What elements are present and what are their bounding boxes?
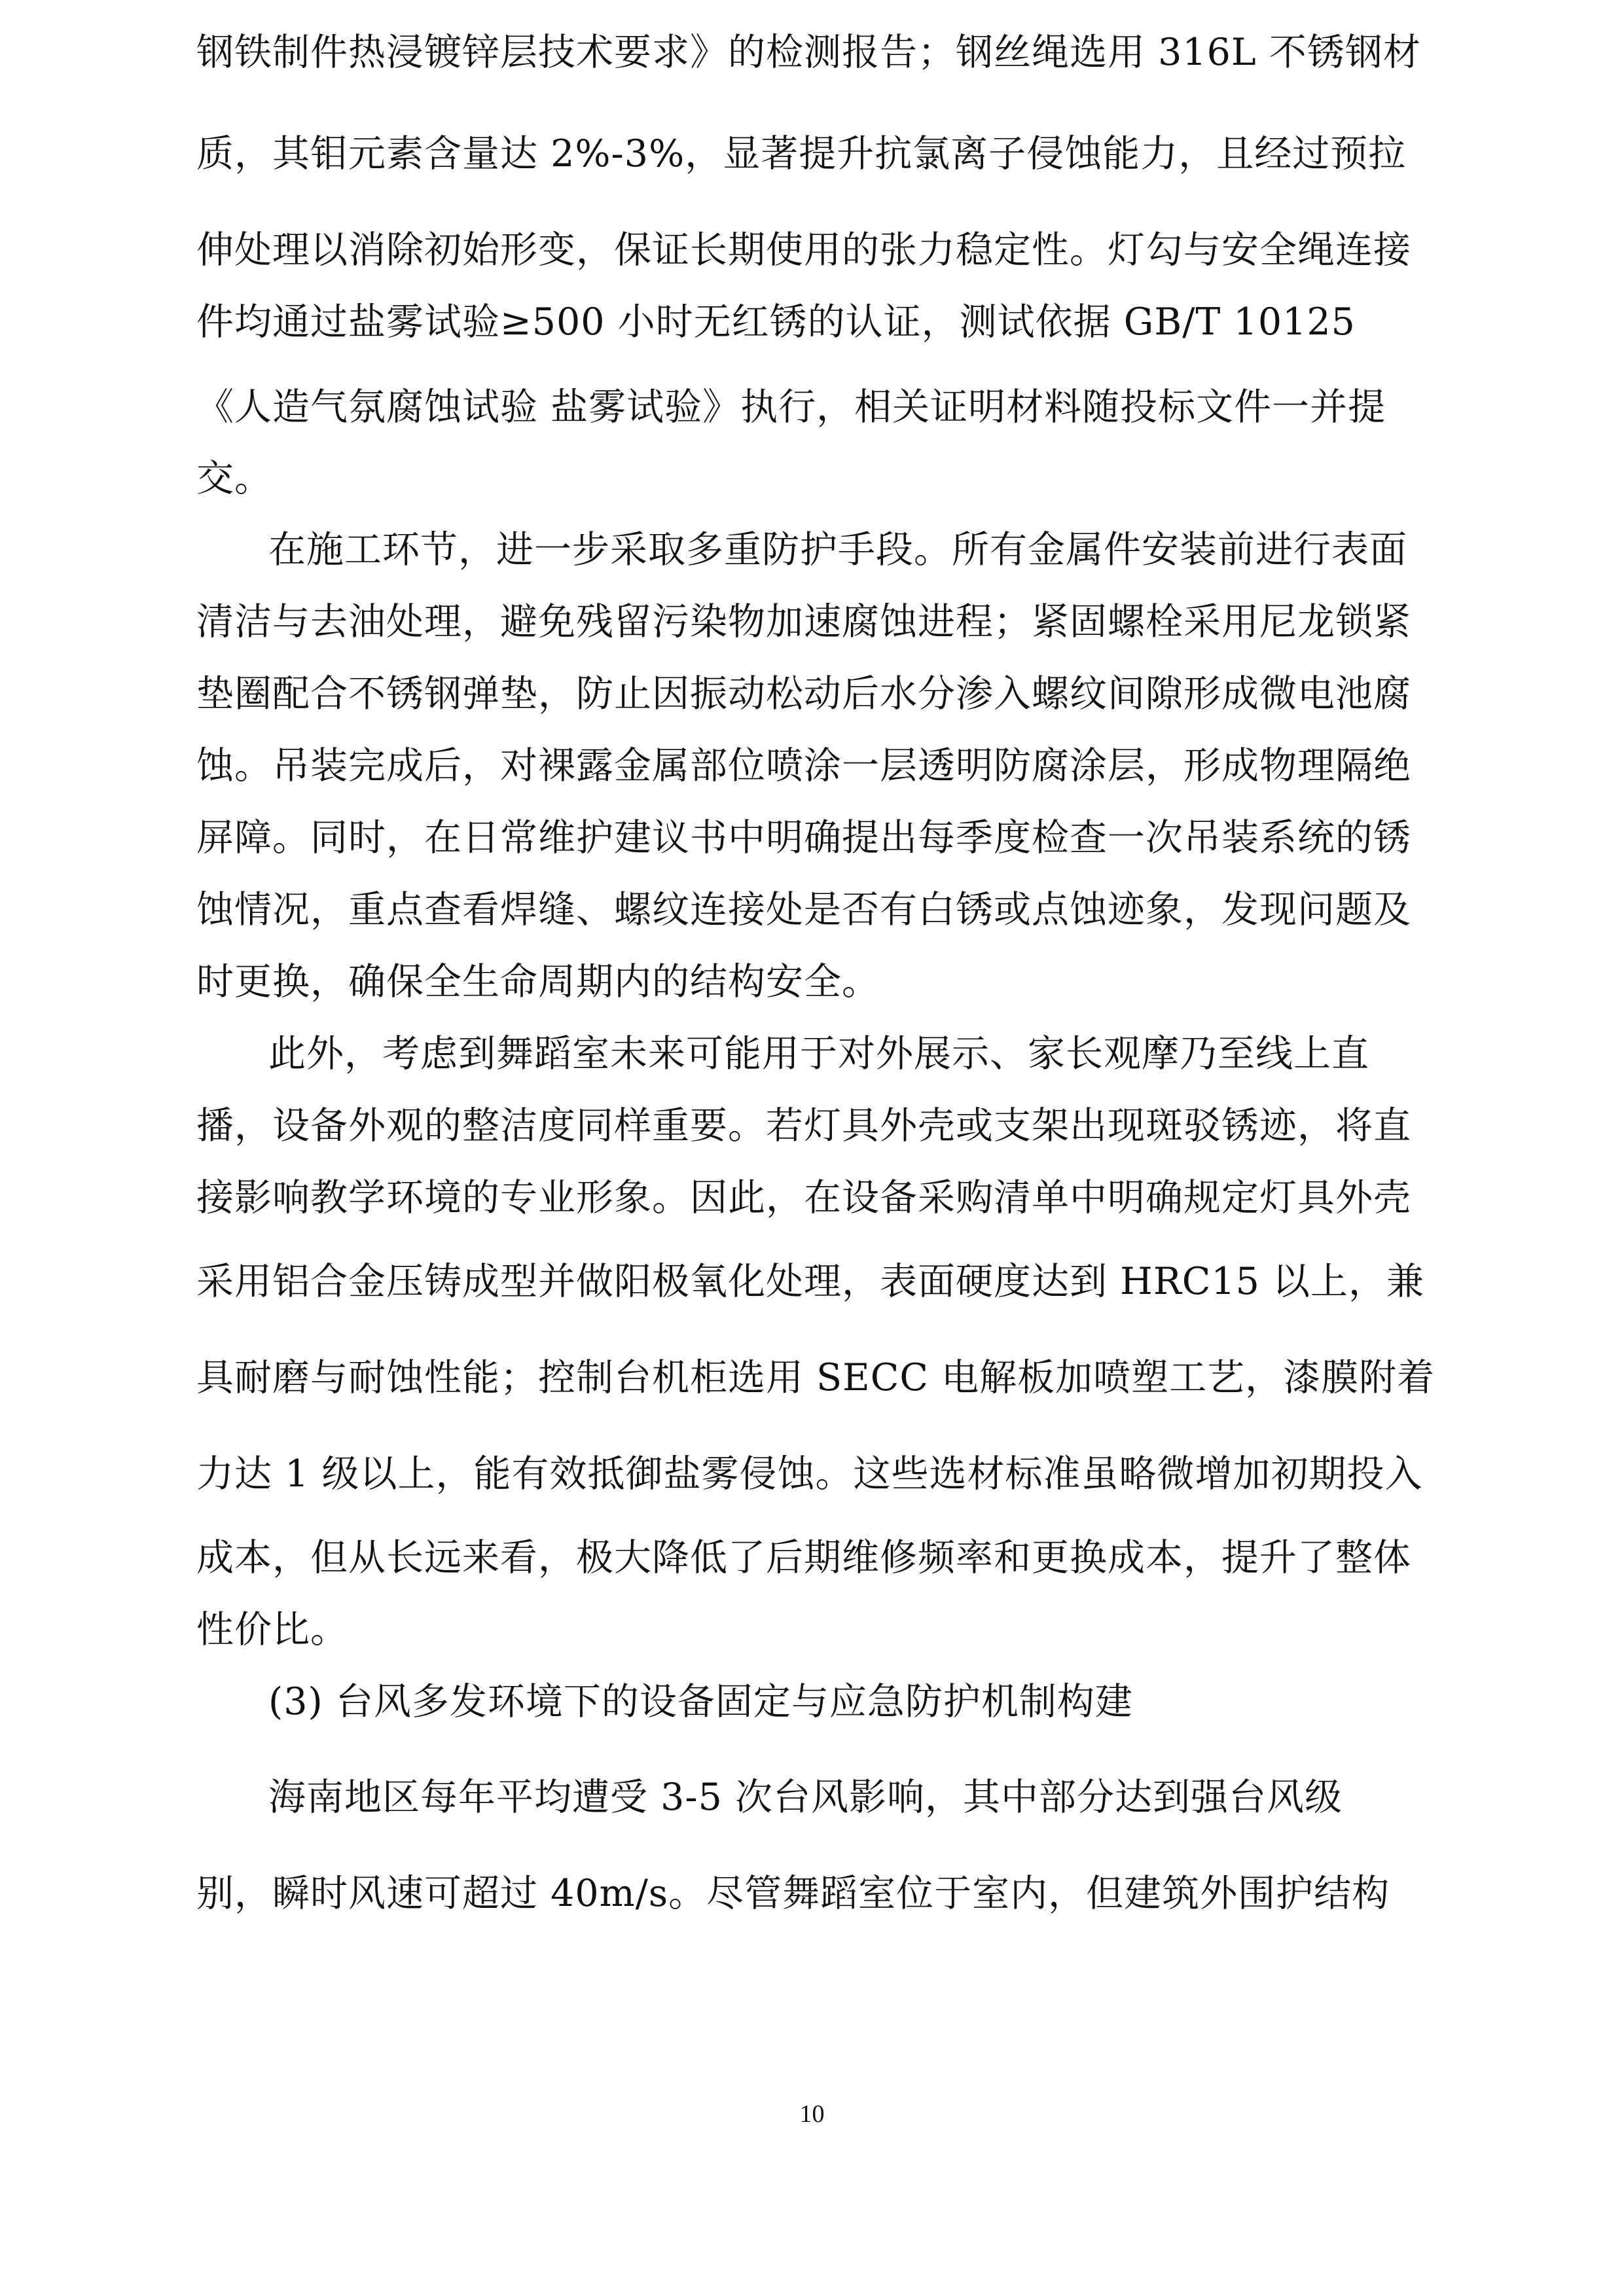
text-line-10: 蚀。吊装完成后，对裸露金属部位喷涂一层透明防腐涂层，形成物理隔绝 [196, 744, 1411, 787]
text-line-18: 具耐磨与耐蚀性能；控制台机柜选用 SECC 电解板加喷塑工艺，漆膜附着 [196, 1356, 1435, 1399]
text-line-13: 时更换，确保全生命周期内的结构安全。 [196, 960, 880, 1003]
text-line-21: 性价比。 [196, 1608, 348, 1651]
text-line-2: 质，其钼元素含量达 2%-3%，显著提升抗氯离子侵蚀能力，且经过预拉 [196, 132, 1407, 175]
text-line-6: 交。 [196, 457, 272, 500]
text-line-14: 此外，考虑到舞蹈室未来可能用于对外展示、家长观摩乃至线上直 [268, 1032, 1369, 1075]
text-line-23: 海南地区每年平均遭受 3-5 次台风影响，其中部分达到强台风级 [268, 1776, 1343, 1819]
text-line-9: 垫圈配合不锈钢弹垫，防止因振动松动后水分渗入螺纹间隙形成微电池腐 [196, 672, 1411, 715]
text-line-24: 别，瞬时风速可超过 40m/s。尽管舞蹈室位于室内，但建筑外围护结构 [196, 1872, 1390, 1915]
text-line-8: 清洁与去油处理，避免残留污染物加速腐蚀进程；紧固螺栓采用尼龙锁紧 [196, 600, 1411, 643]
text-line-7: 在施工环节，进一步采取多重防护手段。所有金属件安装前进行表面 [268, 528, 1407, 571]
text-line-15: 播，设备外观的整洁度同样重要。若灯具外壳或支架出现斑驳锈迹，将直 [196, 1104, 1411, 1147]
page-number: 10 [799, 2100, 825, 2128]
text-line-5: 《人造气氛腐蚀试验 盐雾试验》执行，相关证明材料随投标文件一并提 [196, 386, 1386, 429]
text-line-1: 钢铁制件热浸镀锌层技术要求》的检测报告；钢丝绳选用 316L 不锈钢材 [196, 31, 1421, 74]
text-line-11: 屏障。同时，在日常维护建议书中明确提出每季度检查一次吊装系统的锈 [196, 816, 1411, 859]
section-heading: (3) 台风多发环境下的设备固定与应急防护机制构建 [268, 1680, 1133, 1723]
text-line-4: 件均通过盐雾试验≥500 小时无红锈的认证，测试依据 GB/T 10125 [196, 300, 1356, 344]
text-line-19: 力达 1 级以上，能有效抵御盐雾侵蚀。这些选材标准虽略微增加初期投入 [196, 1452, 1423, 1496]
text-line-12: 蚀情况，重点查看焊缝、螺纹连接处是否有白锈或点蚀迹象，发现问题及 [196, 888, 1411, 931]
text-line-3: 伸处理以消除初始形变，保证长期使用的张力稳定性。灯勾与安全绳连接 [196, 228, 1411, 272]
text-line-17: 采用铝合金压铸成型并做阳极氧化处理，表面硬度达到 HRC15 以上，兼 [196, 1260, 1425, 1303]
text-line-20: 成本，但从长远来看，极大降低了后期维修频率和更换成本，提升了整体 [196, 1536, 1411, 1579]
text-line-16: 接影响教学环境的专业形象。因此，在设备采购清单中明确规定灯具外壳 [196, 1176, 1411, 1219]
